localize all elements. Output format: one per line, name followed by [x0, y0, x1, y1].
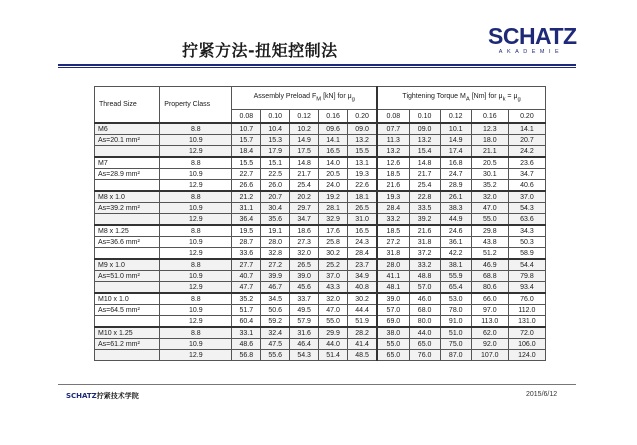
torque-value-cell: 28.0: [377, 259, 409, 271]
footer-brand-text: 拧紧技术学院: [96, 392, 139, 400]
preload-value-cell: 21.7: [290, 169, 319, 180]
preload-value-cell: 39.0: [290, 271, 319, 282]
preload-value-cell: 55.0: [319, 316, 348, 328]
logo-wordmark: SCHATZ: [488, 23, 577, 49]
logo-subtitle: AKADEMIE: [498, 49, 564, 55]
property-class-cell: 10.9: [160, 135, 232, 146]
thread-size-cell: M6: [95, 123, 160, 135]
torque-value-cell: 33.2: [409, 259, 440, 271]
torque-value-cell: 48.1: [377, 282, 409, 294]
mu-header: 0.08: [232, 110, 261, 124]
preload-value-cell: 32.8: [261, 248, 290, 260]
table-row: [95, 305, 546, 316]
mu-header: 0.20: [348, 110, 378, 124]
torque-value-cell: 79.8: [508, 271, 545, 282]
preload-value-cell: 30.2: [348, 293, 378, 305]
torque-value-cell: 44.0: [409, 327, 440, 339]
torque-value-cell: 106.0: [508, 339, 545, 350]
schatz-logo: [488, 23, 577, 64]
torque-value-cell: 50.3: [508, 237, 545, 248]
preload-value-cell: 17.5: [290, 146, 319, 158]
torque-value-cell: 35.2: [471, 180, 508, 192]
preload-value-cell: 15.3: [261, 135, 290, 146]
empty-cell: [95, 214, 160, 226]
thread-size-cell: M10 x 1.0: [95, 293, 160, 305]
torque-value-cell: 43.8: [471, 237, 508, 248]
preload-value-cell: 29.9: [319, 327, 348, 339]
preload-value-cell: 20.7: [261, 191, 290, 203]
preload-value-cell: 19.2: [319, 191, 348, 203]
torque-value-cell: 21.1: [471, 146, 508, 158]
preload-value-cell: 14.9: [290, 135, 319, 146]
torque-value-cell: 57.0: [377, 305, 409, 316]
table-row: [95, 339, 546, 350]
preload-value-cell: 22.7: [232, 169, 261, 180]
preload-value-cell: 13.1: [348, 157, 378, 169]
torque-value-cell: 09.0: [409, 123, 440, 135]
torque-value-cell: 17.4: [440, 146, 471, 158]
preload-value-cell: 44.4: [348, 305, 378, 316]
preload-value-cell: 19.3: [348, 169, 378, 180]
preload-value-cell: 59.2: [261, 316, 290, 328]
preload-value-cell: 37.0: [319, 271, 348, 282]
preload-value-cell: 33.6: [232, 248, 261, 260]
torque-value-cell: 112.0: [508, 305, 545, 316]
torque-value-cell: 14.9: [440, 135, 471, 146]
preload-value-cell: 15.1: [261, 157, 290, 169]
mu-header: 0.12: [290, 110, 319, 124]
preload-value-cell: 23.7: [348, 259, 378, 271]
property-class-cell: 12.9: [160, 146, 232, 158]
preload-value-cell: 18.6: [290, 225, 319, 237]
property-class-cell: 10.9: [160, 237, 232, 248]
preload-value-cell: 45.6: [290, 282, 319, 294]
torque-value-cell: 75.0: [440, 339, 471, 350]
stress-area-cell: As=28.9 mm²: [95, 169, 160, 180]
torque-value-cell: 30.1: [471, 169, 508, 180]
mu-header: 0.10: [409, 110, 440, 124]
torque-value-cell: 54.3: [508, 203, 545, 214]
preload-value-cell: 13.2: [348, 135, 378, 146]
torque-value-cell: 44.9: [440, 214, 471, 226]
property-class-cell: 10.9: [160, 271, 232, 282]
preload-value-cell: 46.7: [261, 282, 290, 294]
torque-value-cell: 14.8: [409, 157, 440, 169]
property-class-cell: 10.9: [160, 339, 232, 350]
torque-value-cell: 20.7: [508, 135, 545, 146]
torque-value-cell: 63.6: [508, 214, 545, 226]
preload-value-cell: 29.7: [290, 203, 319, 214]
property-class-cell: 12.9: [160, 248, 232, 260]
torque-value-cell: 18.5: [377, 225, 409, 237]
torque-value-cell: 33.5: [409, 203, 440, 214]
preload-value-cell: 28.4: [348, 248, 378, 260]
preload-value-cell: 39.9: [261, 271, 290, 282]
preload-value-cell: 56.8: [232, 350, 261, 361]
footer-date: 2015/6/12: [526, 391, 558, 398]
preload-value-cell: 43.3: [319, 282, 348, 294]
preload-value-cell: 46.4: [290, 339, 319, 350]
table-row: [95, 146, 546, 158]
torque-value-cell: 38.1: [440, 259, 471, 271]
torque-value-cell: 66.0: [471, 293, 508, 305]
preload-value-cell: 17.9: [261, 146, 290, 158]
property-class-cell: 12.9: [160, 214, 232, 226]
torque-value-cell: 28.4: [377, 203, 409, 214]
torque-value-cell: 23.6: [508, 157, 545, 169]
torque-value-cell: 80.6: [471, 282, 508, 294]
preload-value-cell: 14.8: [290, 157, 319, 169]
torque-value-cell: 92.0: [471, 339, 508, 350]
torque-value-cell: 18.0: [471, 135, 508, 146]
preload-value-cell: 60.4: [232, 316, 261, 328]
preload-value-cell: 30.2: [319, 248, 348, 260]
preload-value-cell: 34.7: [290, 214, 319, 226]
thread-size-cell: M10 x 1.25: [95, 327, 160, 339]
torque-value-cell: 93.4: [508, 282, 545, 294]
torque-value-cell: 76.0: [508, 293, 545, 305]
torque-value-cell: 25.4: [409, 180, 440, 192]
torque-value-cell: 87.0: [440, 350, 471, 361]
mu-header: 0.08: [377, 110, 409, 124]
torque-value-cell: 15.4: [409, 146, 440, 158]
torque-value-cell: 42.2: [440, 248, 471, 260]
torque-value-cell: 46.9: [471, 259, 508, 271]
table-row: [95, 237, 546, 248]
torque-value-cell: 14.1: [508, 123, 545, 135]
torque-value-cell: 97.0: [471, 305, 508, 316]
torque-value-cell: 69.0: [377, 316, 409, 328]
table-row: [95, 282, 546, 294]
torque-value-cell: 58.9: [508, 248, 545, 260]
torque-value-cell: 68.0: [409, 305, 440, 316]
preload-value-cell: 36.4: [232, 214, 261, 226]
torque-value-cell: 51.2: [471, 248, 508, 260]
preload-value-cell: 25.8: [319, 237, 348, 248]
preload-value-cell: 48.5: [348, 350, 378, 361]
preload-value-cell: 33.1: [232, 327, 261, 339]
table-row: [95, 191, 546, 203]
preload-value-cell: 40.7: [232, 271, 261, 282]
property-class-cell: 10.9: [160, 169, 232, 180]
torque-value-cell: 80.0: [409, 316, 440, 328]
torque-value-cell: 31.8: [377, 248, 409, 260]
torque-value-cell: 65.4: [440, 282, 471, 294]
property-class-cell: 8.8: [160, 123, 232, 135]
preload-value-cell: 26.5: [290, 259, 319, 271]
footer-brand-name: SCHATZ: [66, 392, 97, 400]
torque-value-cell: 65.0: [377, 350, 409, 361]
stress-area-cell: As=39.2 mm²: [95, 203, 160, 214]
torque-value-cell: 113.0: [471, 316, 508, 328]
preload-value-cell: 19.5: [232, 225, 261, 237]
table-row: [95, 316, 546, 328]
property-class-cell: 12.9: [160, 350, 232, 361]
table-row: [95, 225, 546, 237]
footer-brand: [66, 391, 139, 401]
torque-value-cell: 16.8: [440, 157, 471, 169]
torque-value-cell: 34.7: [508, 169, 545, 180]
torque-value-cell: 72.0: [508, 327, 545, 339]
torque-value-cell: 48.8: [409, 271, 440, 282]
table-row: [95, 135, 546, 146]
footer-divider: [58, 384, 576, 385]
preload-value-cell: 30.4: [261, 203, 290, 214]
preload-value-cell: 19.1: [261, 225, 290, 237]
preload-value-cell: 26.6: [232, 180, 261, 192]
preload-value-cell: 10.4: [261, 123, 290, 135]
preload-value-cell: 20.5: [319, 169, 348, 180]
property-class-cell: 10.9: [160, 305, 232, 316]
torque-value-cell: 53.0: [440, 293, 471, 305]
torque-value-cell: 51.0: [440, 327, 471, 339]
preload-value-cell: 27.7: [232, 259, 261, 271]
preload-value-cell: 21.2: [232, 191, 261, 203]
table-row: [95, 248, 546, 260]
torque-value-cell: 12.6: [377, 157, 409, 169]
preload-value-cell: 15.7: [232, 135, 261, 146]
torque-value-cell: 36.1: [440, 237, 471, 248]
torque-value-cell: 38.0: [377, 327, 409, 339]
table-row: [95, 271, 546, 282]
torque-value-cell: 27.2: [377, 237, 409, 248]
preload-value-cell: 33.7: [290, 293, 319, 305]
preload-value-cell: 20.2: [290, 191, 319, 203]
torque-value-cell: 22.8: [409, 191, 440, 203]
torque-value-cell: 131.0: [508, 316, 545, 328]
torque-value-cell: 13.2: [409, 135, 440, 146]
torque-value-cell: 28.9: [440, 180, 471, 192]
preload-value-cell: 47.7: [232, 282, 261, 294]
empty-cell: [95, 146, 160, 158]
preload-value-cell: 14.0: [319, 157, 348, 169]
torque-value-cell: 10.1: [440, 123, 471, 135]
torque-value-cell: 78.0: [440, 305, 471, 316]
preload-value-cell: 51.9: [348, 316, 378, 328]
torque-value-cell: 34.3: [508, 225, 545, 237]
preload-value-cell: 10.2: [290, 123, 319, 135]
preload-value-cell: 25.2: [319, 259, 348, 271]
torque-value-cell: 68.8: [471, 271, 508, 282]
torque-value-cell: 21.6: [377, 180, 409, 192]
header-property-class: Property Class: [160, 87, 232, 124]
property-class-cell: 12.9: [160, 282, 232, 294]
torque-value-cell: 124.0: [508, 350, 545, 361]
mu-header: 0.10: [261, 110, 290, 124]
property-class-cell: 10.9: [160, 203, 232, 214]
table-row: [95, 259, 546, 271]
property-class-cell: 12.9: [160, 316, 232, 328]
property-class-cell: 12.9: [160, 180, 232, 192]
preload-value-cell: 32.0: [290, 248, 319, 260]
torque-value-cell: 29.8: [471, 225, 508, 237]
torque-value-cell: 07.7: [377, 123, 409, 135]
preload-value-cell: 57.9: [290, 316, 319, 328]
preload-value-cell: 51.7: [232, 305, 261, 316]
preload-value-cell: 17.6: [319, 225, 348, 237]
torque-value-cell: 65.0: [409, 339, 440, 350]
preload-value-cell: 27.3: [290, 237, 319, 248]
preload-value-cell: 28.7: [232, 237, 261, 248]
property-class-cell: 8.8: [160, 157, 232, 169]
header-preload: Assembly Preload $F_M$ [kN] for $\mu_g$: [232, 87, 377, 110]
preload-value-cell: 25.4: [290, 180, 319, 192]
preload-value-cell: 44.0: [319, 339, 348, 350]
preload-value-cell: 15.5: [232, 157, 261, 169]
torque-value-cell: 39.0: [377, 293, 409, 305]
table-row: [95, 157, 546, 169]
torque-value-cell: 62.0: [471, 327, 508, 339]
preload-value-cell: 35.6: [261, 214, 290, 226]
property-class-cell: 8.8: [160, 225, 232, 237]
stress-area-cell: As=51.0 mm²: [95, 271, 160, 282]
preload-value-cell: 32.4: [261, 327, 290, 339]
preload-value-cell: 09.0: [348, 123, 378, 135]
torque-value-cell: 12.3: [471, 123, 508, 135]
torque-value-cell: 13.2: [377, 146, 409, 158]
torque-value-cell: 55.9: [440, 271, 471, 282]
preload-value-cell: 48.6: [232, 339, 261, 350]
preload-value-cell: 47.5: [261, 339, 290, 350]
preload-value-cell: 32.9: [319, 214, 348, 226]
preload-value-cell: 34.9: [348, 271, 378, 282]
table-row: [95, 123, 546, 135]
preload-value-cell: 47.0: [319, 305, 348, 316]
torque-value-cell: 57.0: [409, 282, 440, 294]
preload-value-cell: 35.2: [232, 293, 261, 305]
torque-value-cell: 37.0: [508, 191, 545, 203]
thread-size-cell: M9 x 1.0: [95, 259, 160, 271]
property-class-cell: 8.8: [160, 259, 232, 271]
table-row: [95, 214, 546, 226]
preload-value-cell: 26.0: [261, 180, 290, 192]
preload-value-cell: 51.4: [319, 350, 348, 361]
empty-cell: [95, 180, 160, 192]
property-class-cell: 8.8: [160, 293, 232, 305]
empty-cell: [95, 282, 160, 294]
preload-value-cell: 54.3: [290, 350, 319, 361]
table-row: [95, 180, 546, 192]
torque-value-cell: 24.7: [440, 169, 471, 180]
torque-value-cell: 21.7: [409, 169, 440, 180]
torque-value-cell: 46.0: [409, 293, 440, 305]
stress-area-cell: As=20.1 mm²: [95, 135, 160, 146]
torque-value-cell: 33.2: [377, 214, 409, 226]
table-row: [95, 327, 546, 339]
stress-area-cell: As=61.2 mm²: [95, 339, 160, 350]
torque-value-cell: 39.2: [409, 214, 440, 226]
preload-value-cell: 27.2: [261, 259, 290, 271]
torque-value-cell: 55.0: [377, 339, 409, 350]
header-thread-size: Thread Size: [95, 87, 160, 124]
preload-value-cell: 32.0: [319, 293, 348, 305]
mu-header: 0.20: [508, 110, 545, 124]
torque-value-cell: 18.5: [377, 169, 409, 180]
preload-value-cell: 10.7: [232, 123, 261, 135]
preload-value-cell: 24.0: [319, 180, 348, 192]
preload-value-cell: 18.4: [232, 146, 261, 158]
preload-value-cell: 22.5: [261, 169, 290, 180]
mu-header: 0.12: [440, 110, 471, 124]
torque-value-cell: 31.8: [409, 237, 440, 248]
torque-value-cell: 54.4: [508, 259, 545, 271]
title-divider: [58, 64, 576, 66]
preload-value-cell: 28.2: [348, 327, 378, 339]
preload-value-cell: 55.6: [261, 350, 290, 361]
torque-value-cell: 26.1: [440, 191, 471, 203]
title-divider-thin: [58, 67, 576, 68]
thread-size-cell: M8 x 1.0: [95, 191, 160, 203]
mu-header: 0.16: [319, 110, 348, 124]
thread-size-cell: M8 x 1.25: [95, 225, 160, 237]
stress-area-cell: As=64.5 mm²: [95, 305, 160, 316]
stress-area-cell: As=36.6 mm²: [95, 237, 160, 248]
preload-value-cell: 31.0: [348, 214, 378, 226]
empty-cell: [95, 316, 160, 328]
preload-value-cell: 15.5: [348, 146, 378, 158]
header-torque: Tightening Torque $M_A$ [Nm] for $\mu_k = \mu_g$: [377, 87, 545, 110]
torque-value-cell: 20.5: [471, 157, 508, 169]
preload-value-cell: 31.6: [290, 327, 319, 339]
torque-value-cell: 41.1: [377, 271, 409, 282]
page-title: 拧紧方法-扭矩控制法: [182, 41, 338, 60]
torque-value-cell: 107.0: [471, 350, 508, 361]
preload-value-cell: 14.1: [319, 135, 348, 146]
property-class-cell: 8.8: [160, 191, 232, 203]
preload-value-cell: 34.5: [261, 293, 290, 305]
preload-value-cell: 16.5: [319, 146, 348, 158]
torque-value-cell: 76.0: [409, 350, 440, 361]
torque-value-cell: 38.3: [440, 203, 471, 214]
preload-value-cell: 26.5: [348, 203, 378, 214]
torque-value-cell: 24.6: [440, 225, 471, 237]
table-row: [95, 203, 546, 214]
preload-value-cell: 50.6: [261, 305, 290, 316]
preload-value-cell: 28.1: [319, 203, 348, 214]
preload-value-cell: 24.3: [348, 237, 378, 248]
preload-value-cell: 28.0: [261, 237, 290, 248]
torque-value-cell: 55.0: [471, 214, 508, 226]
mu-header: 0.16: [471, 110, 508, 124]
preload-value-cell: 49.5: [290, 305, 319, 316]
thread-size-cell: M7: [95, 157, 160, 169]
table-row: [95, 293, 546, 305]
preload-value-cell: 41.4: [348, 339, 378, 350]
table-row: [95, 169, 546, 180]
preload-value-cell: 09.6: [319, 123, 348, 135]
preload-value-cell: 40.8: [348, 282, 378, 294]
torque-value-cell: 37.2: [409, 248, 440, 260]
torque-value-cell: 21.6: [409, 225, 440, 237]
torque-value-cell: 91.0: [440, 316, 471, 328]
torque-value-cell: 32.0: [471, 191, 508, 203]
torque-value-cell: 11.3: [377, 135, 409, 146]
table-row: [95, 350, 546, 361]
empty-cell: [95, 350, 160, 361]
preload-value-cell: 18.1: [348, 191, 378, 203]
preload-value-cell: 16.5: [348, 225, 378, 237]
torque-value-cell: 40.6: [508, 180, 545, 192]
torque-table: [94, 86, 546, 361]
empty-cell: [95, 248, 160, 260]
preload-value-cell: 22.6: [348, 180, 378, 192]
torque-value-cell: 19.3: [377, 191, 409, 203]
torque-value-cell: 24.2: [508, 146, 545, 158]
torque-value-cell: 47.0: [471, 203, 508, 214]
preload-value-cell: 31.1: [232, 203, 261, 214]
property-class-cell: 8.8: [160, 327, 232, 339]
